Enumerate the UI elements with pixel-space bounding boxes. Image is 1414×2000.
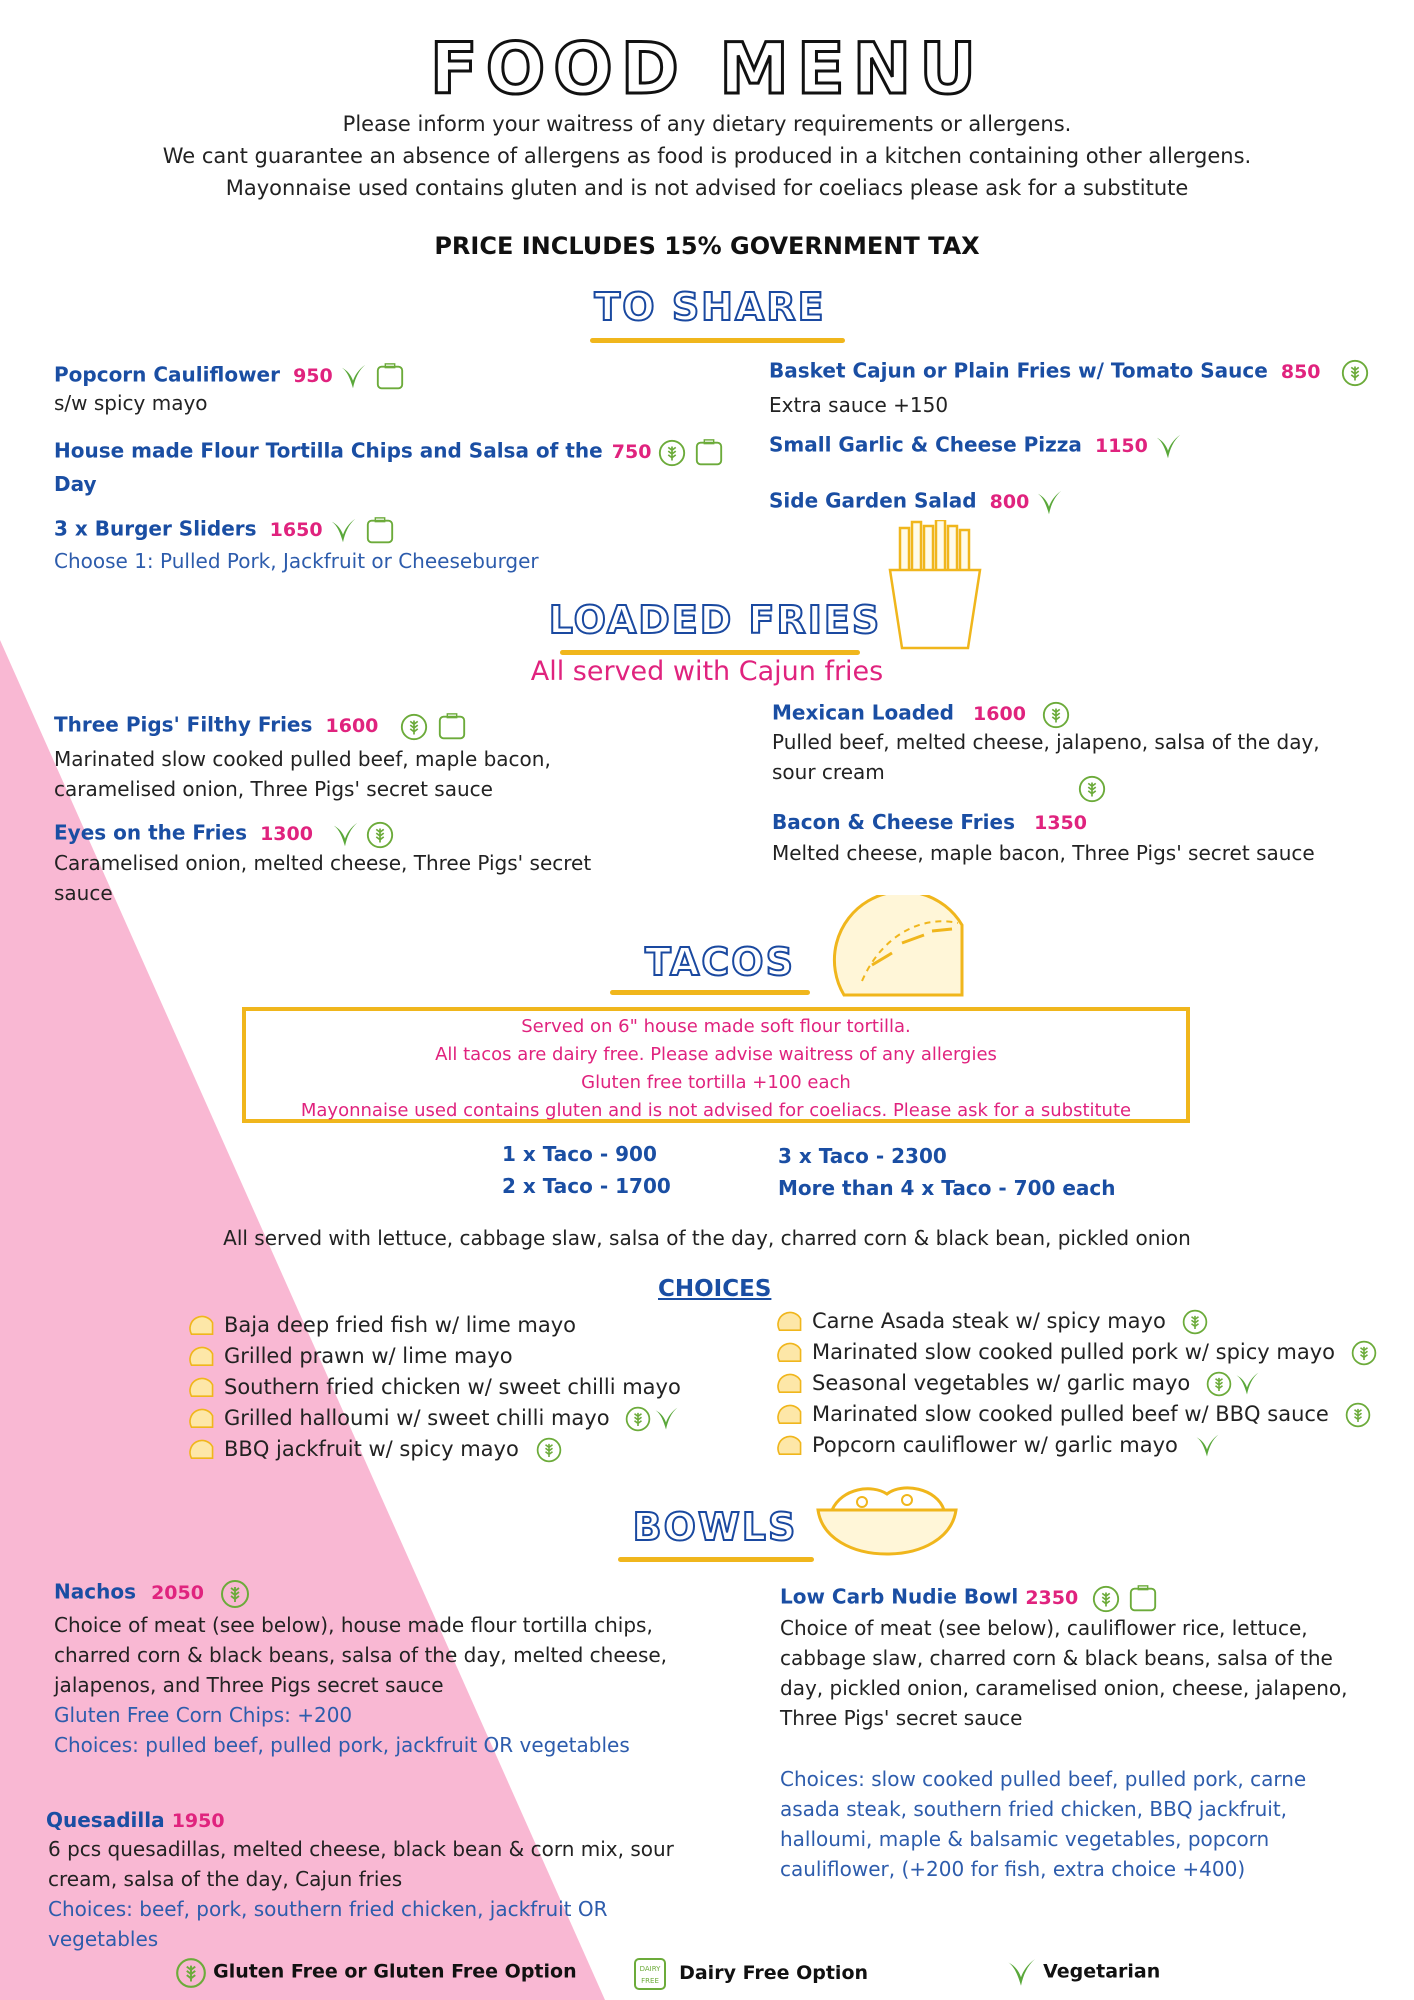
item-name: Nachos [54,1579,136,1604]
loaded-fries-subtitle: All served with Cajun fries [530,656,884,687]
item-basket-fries [769,358,1370,388]
item-desc: charred corn & black beans, salsa of the day, melted cheese, [54,1643,668,1667]
dairy-free-icon [692,438,726,468]
item-extra: halloumi, maple & balsamic vegetables, popcorn [780,1827,1270,1851]
list-item [188,1403,681,1434]
item-desc: day, pickled onion, caramelised onion, cheese, jalapeno, [780,1676,1348,1700]
choice-label: Seasonal vegetables w/ garlic mayo [812,1371,1191,1395]
gluten-free-icon [1344,1401,1372,1429]
legend-label: Gluten Free or Gluten Free Option [213,1960,577,1983]
taco-icon [188,1437,216,1463]
item-name: Bacon & Cheese Fries [772,810,1015,834]
item-desc: Marinated slow cooked pulled beef, maple bacon, [54,747,551,771]
item-price: 1150 [1094,434,1148,457]
choice-label: Grilled halloumi w/ sweet chilli mayo [224,1406,610,1430]
choice-label: BBQ jackfruit w/ spicy mayo [224,1437,519,1461]
item-desc: jalapenos, and Three Pigs secret sauce [54,1673,444,1697]
item-desc: sauce [54,881,113,905]
intro-line-3: Mayonnaise used contains gluten and is not advised for coeliacs please ask for a substitute [225,176,1189,200]
item-price: 1600 [973,702,1026,725]
gluten-free-icon [624,1405,652,1433]
legend-dairy-free [634,1958,868,1990]
item-nachos [54,1578,251,1610]
gluten-free-icon [1350,1339,1378,1367]
gluten-free-icon [657,438,687,468]
taco-icon [188,1406,216,1432]
taco-price-2: 2 x Taco - 1700 [502,1174,671,1198]
item-extra: Choices: pulled beef, pulled pork, jackfruit OR vegetables [54,1733,630,1757]
item-bacon-cheese-fries [772,810,1087,834]
legend-vegetarian [1004,1956,1160,1990]
choice-label: Grilled prawn w/ lime mayo [224,1344,513,1368]
legend-label: Dairy Free Option [679,1961,869,1984]
gluten-free-icon [1091,1584,1121,1614]
legend-gluten-free [174,1956,577,1990]
choice-label: Baja deep fried fish w/ lime mayo [224,1313,577,1337]
gluten-free-icon [174,1956,208,1990]
gluten-free-icon [365,820,395,850]
item-nudie-bowl [780,1584,1160,1614]
item-garlic-pizza [769,432,1183,462]
list-item [188,1341,681,1372]
gluten-free-icon [219,1578,251,1610]
vegetarian-icon [1153,432,1183,462]
list-item [188,1372,681,1403]
item-garden-salad [769,488,1064,518]
item-filthy-fries [54,712,469,742]
list-item [776,1430,1378,1461]
taco-price-3: 3 x Taco - 2300 [778,1144,947,1168]
dairy-free-icon [363,516,397,546]
item-desc: Choice of meat (see below), house made flour tortilla chips, [54,1613,653,1637]
tacos-served-with: All served with lettuce, cabbage slaw, salsa of the day, charred corn & black bean, pickled onion [223,1226,1191,1250]
item-price: 950 [293,364,333,387]
section-title-loaded-fries: LOADED FRIES [548,598,882,642]
loaded-fries-underline [560,650,860,655]
gluten-free-icon [1205,1370,1233,1398]
taco-price-1: 1 x Taco - 900 [502,1142,657,1166]
item-extra: cauliflower, (+200 for fish, extra choice +400) [780,1857,1246,1881]
legend-label: Vegetarian [1043,1960,1161,1983]
item-price: 1650 [269,518,323,541]
choice-label: Carne Asada steak w/ spicy mayo [812,1309,1166,1333]
item-mexican-loaded [772,700,1071,730]
item-extra: Choices: slow cooked pulled beef, pulled pork, carne [780,1767,1307,1791]
taco-icon [776,1402,804,1428]
vegetarian-icon [328,516,358,546]
item-desc: 6 pcs quesadillas, melted cheese, black bean & corn mix, sour [48,1837,674,1861]
item-burger-sliders [54,516,397,546]
gluten-free-icon [1181,1308,1209,1336]
bowls-underline [618,1557,814,1562]
section-title-bowls: BOWLS [632,1505,798,1549]
choices-title: CHOICES [658,1276,772,1302]
item-price: 750 [611,440,652,463]
choice-label: Marinated slow cooked pulled pork w/ spicy mayo [812,1340,1336,1364]
item-desc: Extra sauce +150 [769,393,949,417]
item-name: Mexican Loaded [772,700,954,725]
to-share-underline [590,338,845,343]
list-item [776,1337,1378,1368]
choice-label: Southern fried chicken w/ sweet chilli mayo [224,1375,681,1399]
vegetarian-icon [338,362,368,392]
item-price: 800 [989,490,1030,513]
gluten-free-icon [535,1436,563,1464]
gluten-free-icon [1077,774,1107,804]
dairy-free-icon [373,362,407,392]
vegetarian-icon [1233,1370,1261,1398]
item-name: Eyes on the Fries [54,820,247,845]
item-desc: sour cream [772,760,885,784]
section-title-tacos: TACOS [645,940,795,984]
vegetarian-icon [1034,488,1064,518]
item-desc: Pulled beef, melted cheese, jalapeno, salsa of the day, [772,730,1320,754]
item-name: Small Garlic & Cheese Pizza [769,432,1082,457]
list-item [776,1368,1378,1399]
taco-icon [776,1371,804,1397]
dairy-free-icon [435,712,469,742]
item-desc: Choice of meat (see below), cauliflower rice, lettuce, [780,1616,1308,1640]
vegetarian-icon [1004,1956,1038,1990]
item-desc: Choose 1: Pulled Pork, Jackfruit or Cheeseburger [54,549,539,573]
item-name: Three Pigs' Filthy Fries [54,712,313,737]
taco-icon [188,1344,216,1370]
item-name: Popcorn Cauliflower [54,362,280,387]
item-name-cont: Day [54,472,97,496]
section-title-to-share: TO SHARE [594,285,826,329]
list-item [188,1310,681,1341]
vegetarian-icon [652,1405,680,1433]
gluten-free-icon [399,712,429,742]
item-desc: cream, salsa of the day, Cajun fries [48,1867,403,1891]
item-quesadilla [46,1808,225,1832]
item-extra: vegetables [48,1927,159,1951]
dairy-badge-text: DAIRY [639,1965,661,1973]
taco-box-line: Served on 6" house made soft flour tortilla. [521,1016,911,1037]
item-extra: Choices: beef, pork, southern fried chicken, jackfruit OR [48,1897,608,1921]
tax-note: PRICE INCLUDES 15% GOVERNMENT TAX [434,232,980,260]
item-desc: Three Pigs' secret sauce [780,1706,1023,1730]
taco-icon [188,1313,216,1339]
item-price: 1950 [171,1810,225,1832]
taco-icon [776,1340,804,1366]
dairy-free-icon [634,1958,666,1990]
list-item [776,1306,1378,1337]
taco-icon [776,1309,804,1335]
intro-line-2: We cant guarantee an absence of allergens as food is produced in a kitchen containing other allergens. [162,144,1252,168]
item-desc: Caramelised onion, melted cheese, Three Pigs' secret [54,851,592,875]
item-price: 850 [1280,360,1321,383]
taco-icon [776,1433,804,1459]
taco-price-4: More than 4 x Taco - 700 each [778,1176,1116,1200]
item-price: 2350 [1025,1586,1079,1609]
choices-right-list [776,1306,1378,1461]
list-item [776,1399,1378,1430]
tacos-underline [610,990,810,995]
item-price: 1600 [325,714,379,737]
item-tortilla-chips [54,438,726,468]
choices-left-list [188,1310,681,1465]
item-name: Side Garden Salad [769,488,977,513]
item-eyes-on-fries [54,820,395,850]
item-price: 1300 [260,822,313,845]
item-desc: cabbage slaw, charred corn & black beans, salsa of the [780,1646,1333,1670]
taco-box-line: All tacos are dairy free. Please advise waitress of any allergies [435,1044,997,1065]
choice-label: Marinated slow cooked pulled beef w/ BBQ sauce [812,1402,1329,1426]
item-name: 3 x Burger Sliders [54,516,257,541]
item-extra: asada steak, southern fried chicken, BBQ jackfruit, [780,1797,1288,1821]
item-name: Quesadilla [46,1808,165,1832]
choice-label: Popcorn cauliflower w/ garlic mayo [812,1433,1178,1457]
item-price: 2050 [151,1581,204,1604]
dairy-free-icon [1126,1584,1160,1614]
taco-icon [188,1375,216,1401]
taco-info-box [242,1007,1190,1123]
item-price: 1350 [1034,812,1087,834]
item-desc: caramelised onion, Three Pigs' secret sauce [54,777,493,801]
item-name: House made Flour Tortilla Chips and Salsa of the [54,438,603,463]
list-item [188,1434,681,1465]
dairy-badge-text: FREE [641,1977,659,1985]
intro-line-1: Please inform your waitress of any dietary requirements or allergens. [342,112,1072,136]
gluten-free-icon [1041,700,1071,730]
menu-title: FOOD MENU [429,28,985,110]
taco-box-line: Gluten free tortilla +100 each [581,1072,851,1093]
item-extra: Gluten Free Corn Chips: +200 [54,1703,353,1727]
vegetarian-icon [1193,1432,1221,1460]
vegetarian-icon [330,820,360,850]
item-name: Low Carb Nudie Bowl [780,1584,1019,1609]
taco-box-line: Mayonnaise used contains gluten and is not advised for coeliacs. Please ask for a substitute [300,1100,1132,1121]
gluten-free-icon [1340,358,1370,388]
item-name: Basket Cajun or Plain Fries w/ Tomato Sauce [769,358,1268,383]
item-desc: Melted cheese, maple bacon, Three Pigs' secret sauce [772,841,1315,865]
item-desc: s/w spicy mayo [54,391,208,415]
